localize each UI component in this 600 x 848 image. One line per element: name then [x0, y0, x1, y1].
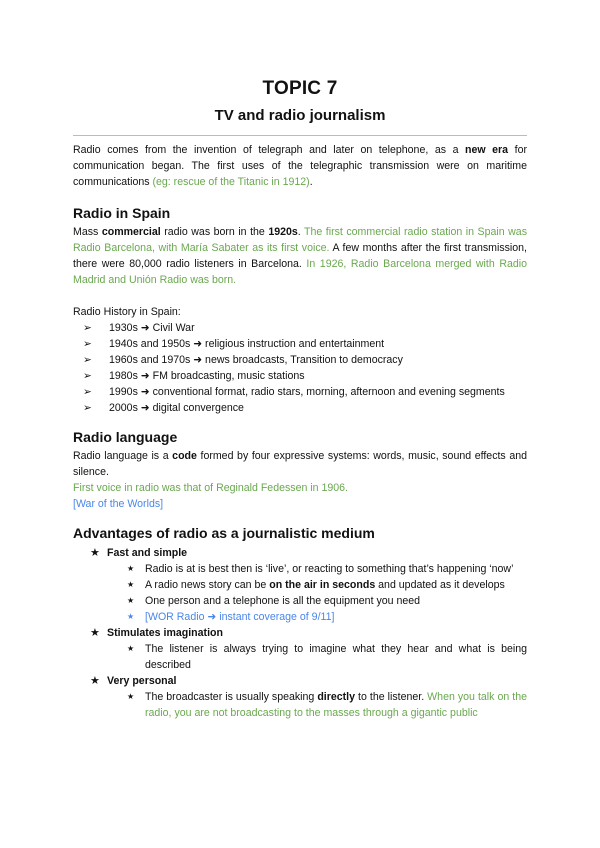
spain-text-3: .: [297, 226, 305, 238]
list-item: [73, 689, 527, 721]
intro-bold-new-era: new era: [465, 144, 509, 156]
language-text-1: Radio language is a: [73, 450, 173, 462]
list-item: [73, 625, 527, 673]
wor-radio-link[interactable]: [WOR Radio ➜ instant coverage of 9/11]: [145, 611, 335, 623]
intro-text-3: .: [309, 176, 313, 188]
intro-paragraph: [73, 142, 527, 190]
history-item-text: 1940s and 1950s ➜ religious instruction and entertainment: [109, 338, 385, 350]
intro-text-1: Radio comes from the invention of telegraph and later on telephone, as a: [73, 144, 466, 156]
small-star-bullet-icon: ★: [127, 596, 135, 605]
arrow-bullet-icon: ➢: [83, 370, 92, 382]
document-body: [73, 142, 527, 721]
list-item: [73, 609, 527, 625]
arrow-bullet-icon: ➢: [83, 338, 92, 350]
language-bold-code: code: [172, 450, 197, 462]
sub-item-text: to the listener.: [355, 691, 428, 703]
fast-simple-sublist: [107, 561, 527, 625]
page-title: TOPIC 7: [262, 78, 338, 99]
spain-bold-commercial: commercial: [101, 226, 161, 238]
advantage-personal: Very personal: [107, 675, 177, 687]
sub-item-note: When you talk on the radio, you are not broadcasting to the masses through a gigantic public: [145, 691, 527, 719]
list-item: [73, 673, 527, 721]
heading-radio-language: Radio language: [73, 429, 178, 445]
small-star-bullet-icon: ★: [127, 564, 135, 573]
arrow-bullet-icon: ➢: [83, 322, 92, 334]
spain-bold-1920s: 1920s: [268, 226, 298, 238]
title-divider: [73, 135, 527, 136]
star-bullet-icon: ★: [90, 627, 100, 639]
history-item-text: 1980s ➜ FM broadcasting, music stations: [109, 370, 305, 382]
advantage-fast-simple: Fast and simple: [107, 547, 188, 559]
small-star-bullet-icon: ★: [127, 644, 135, 653]
list-item: [73, 641, 527, 673]
sub-item-text: Radio is at is best then is ‘live’, or reacting to something that’s happening ‘now’: [145, 563, 514, 575]
small-star-bullet-icon: ★: [127, 580, 135, 589]
history-item-text: 2000s ➜ digital convergence: [109, 402, 244, 414]
heading-advantages: Advantages of radio as a journalistic medium: [73, 525, 375, 541]
advantages-list: [73, 545, 527, 721]
list-item: [73, 545, 527, 625]
spain-paragraph: [73, 224, 527, 288]
list-item: [73, 336, 527, 352]
list-item: [73, 400, 527, 416]
spain-text-4: A few months after the first transmission, there were 80,000 radio listeners in Barcelona.: [73, 242, 527, 270]
intro-text-2: for communication began. The first uses of the telegraphic transmission were on maritime communications: [73, 144, 527, 188]
list-item: [73, 561, 527, 577]
arrow-bullet-icon: ➢: [83, 386, 92, 398]
heading-radio-in-spain: Radio in Spain: [73, 205, 171, 221]
intro-note-titanic: (eg: rescue of the Titanic in 1912): [152, 176, 310, 188]
list-item: [73, 593, 527, 609]
list-item: [73, 320, 527, 336]
star-bullet-icon: ★: [90, 675, 100, 687]
personal-sublist: [107, 689, 527, 721]
spain-text-1: Mass: [73, 226, 102, 238]
spain-note-barcelona: The first commercial radio station in Spain was Radio Barcelona, with María Sabater as its first voice.: [73, 226, 527, 254]
language-paragraph: [73, 448, 527, 480]
sub-item-text: One person and a telephone is all the equipment you need: [145, 595, 421, 607]
sub-item-text: The listener is always trying to imagine what they hear and what is being described: [145, 643, 527, 671]
history-list: [73, 320, 527, 416]
page-subtitle: TV and radio journalism: [214, 107, 386, 124]
history-item-text: 1990s ➜ conventional format, radio stars, morning, afternoon and evening segments: [109, 386, 505, 398]
star-bullet-icon: ★: [90, 547, 100, 559]
war-of-the-worlds-link[interactable]: [War of the Worlds]: [73, 498, 164, 510]
small-star-bullet-icon: ★: [127, 612, 135, 621]
sub-item-text: The broadcaster is usually speaking: [145, 691, 318, 703]
history-label: Radio History in Spain:: [73, 306, 181, 318]
imagination-sublist: [107, 641, 527, 673]
language-note-fedessen: First voice in radio was that of Reginald Fedessen in 1906.: [73, 482, 348, 494]
language-text-2: formed by four expressive systems: words, music, sound effects and silence.: [73, 450, 527, 478]
list-item: [73, 577, 527, 593]
list-item: [73, 352, 527, 368]
history-item-text: 1930s ➜ Civil War: [109, 322, 195, 334]
arrow-bullet-icon: ➢: [83, 402, 92, 414]
sub-item-bold: directly: [317, 691, 356, 703]
history-item-text: 1960s and 1970s ➜ news broadcasts, Transition to democracy: [109, 354, 403, 366]
spain-note-union-radio: In 1926, Radio Barcelona merged with Radio Madrid and Unión Radio was born.: [73, 258, 527, 286]
sub-item-bold: on the air in seconds: [269, 579, 376, 591]
sub-item-text: and updated as it develops: [375, 579, 505, 591]
advantage-imagination: Stimulates imagination: [107, 627, 223, 639]
paragraph-gap: [73, 288, 527, 304]
spain-text-2: radio was born in the: [160, 226, 269, 238]
sub-item-text: A radio news story can be: [145, 579, 270, 591]
list-item: [73, 384, 527, 400]
list-item: [73, 368, 527, 384]
arrow-bullet-icon: ➢: [83, 354, 92, 366]
small-star-bullet-icon: ★: [127, 692, 135, 701]
